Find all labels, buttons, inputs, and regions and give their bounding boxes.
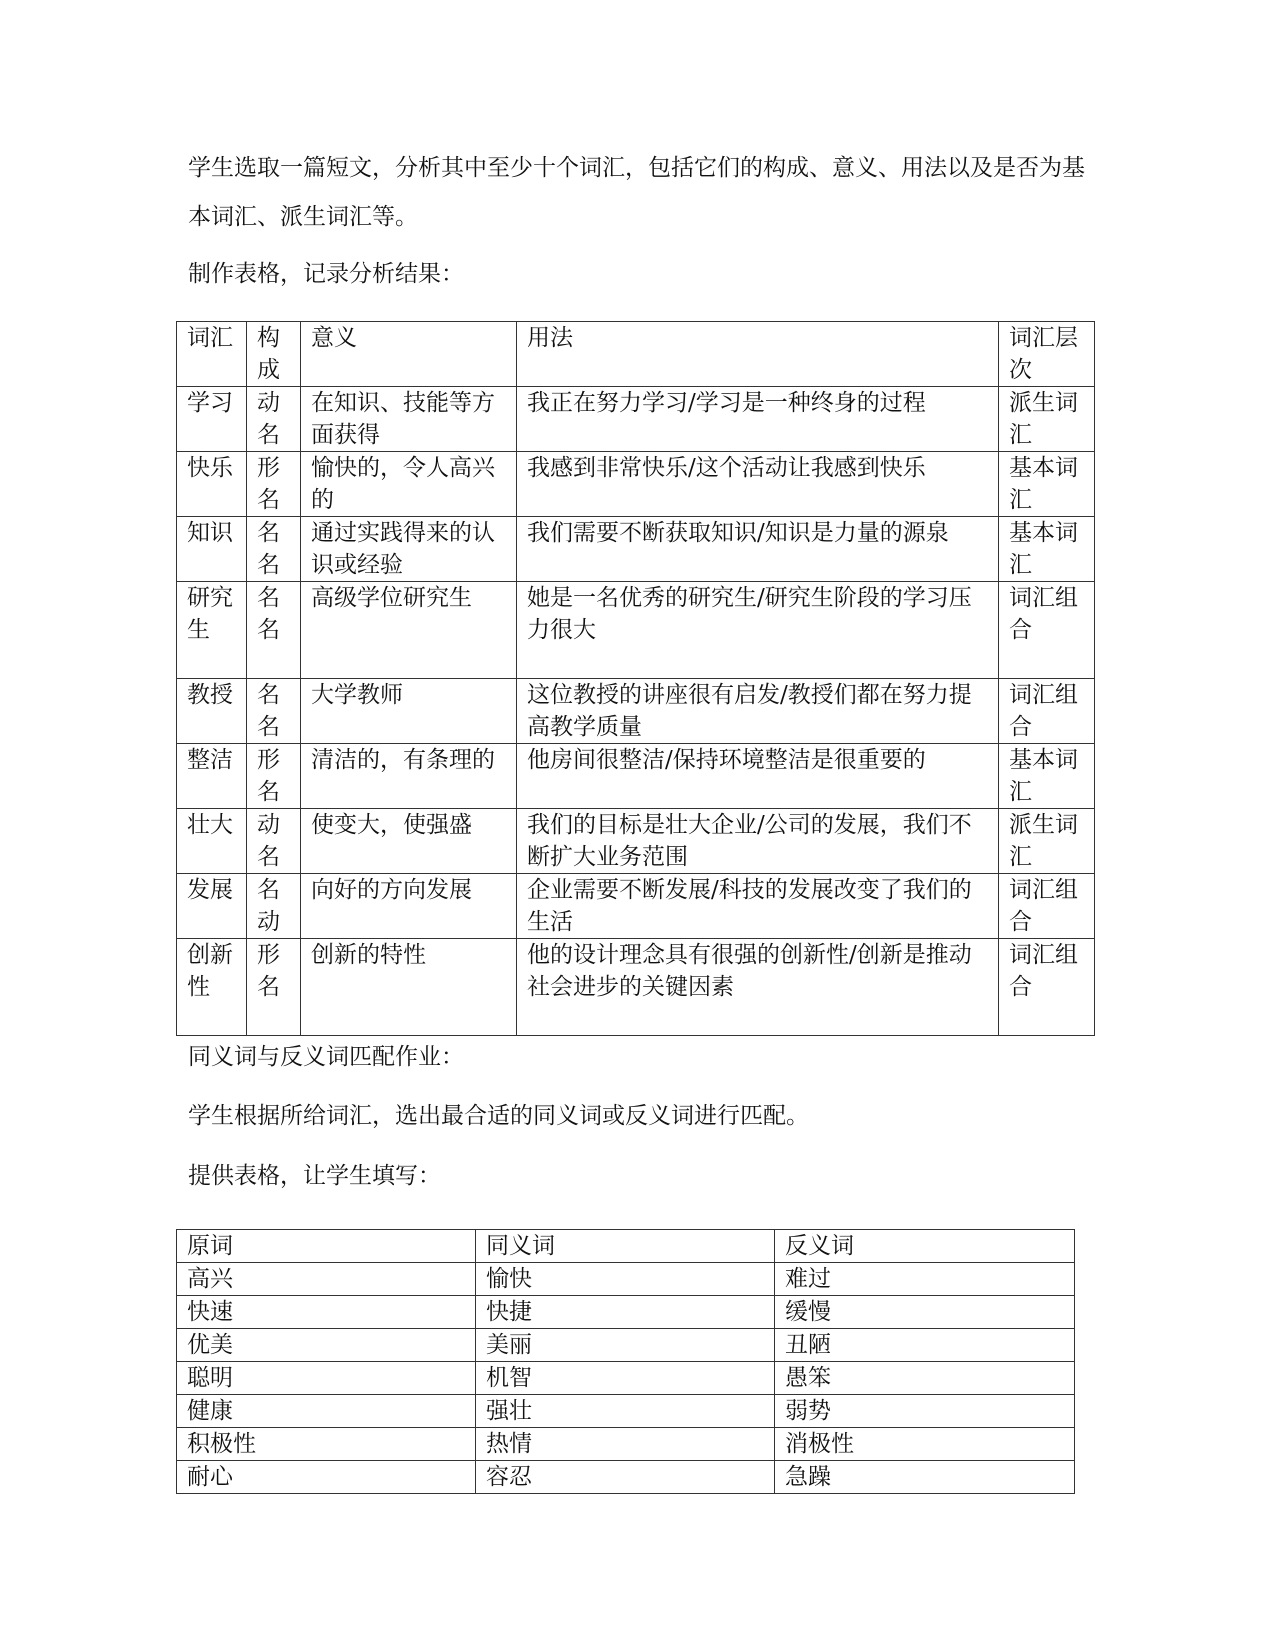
table-row xyxy=(177,1362,1075,1395)
cell-level: 词汇组合 xyxy=(999,939,1095,1036)
cell-word: 壮大 xyxy=(177,809,247,874)
cell-level: 基本词汇 xyxy=(999,452,1095,517)
cell-synonym: 机智 xyxy=(476,1362,775,1395)
table-row xyxy=(177,874,1095,939)
cell-antonym: 愚笨 xyxy=(775,1362,1075,1395)
cell-antonym: 弱势 xyxy=(775,1395,1075,1428)
cell-original: 高兴 xyxy=(177,1263,476,1296)
cell-synonym: 强壮 xyxy=(476,1395,775,1428)
cell-usage: 我正在努力学习/学习是一种终身的过程 xyxy=(517,387,999,452)
cell-original: 优美 xyxy=(177,1329,476,1362)
intro-paragraph: 学生选取一篇短文，分析其中至少十个词汇，包括它们的构成、意义、用法以及是否为基本词汇、派生词汇等。 xyxy=(188,155,1085,230)
cell-level: 派生词汇 xyxy=(999,387,1095,452)
cell-meaning: 向好的方向发展 xyxy=(301,874,517,939)
cell-original: 耐心 xyxy=(177,1461,476,1494)
cell-antonym: 丑陋 xyxy=(775,1329,1075,1362)
header-structure: 构成 xyxy=(247,322,301,387)
cell-synonym: 愉快 xyxy=(476,1263,775,1296)
cell-antonym: 急躁 xyxy=(775,1461,1075,1494)
cell-original: 积极性 xyxy=(177,1428,476,1461)
cell-usage: 企业需要不断发展/科技的发展改变了我们的生活 xyxy=(517,874,999,939)
cell-antonym: 缓慢 xyxy=(775,1296,1075,1329)
cell-word: 整洁 xyxy=(177,744,247,809)
cell-meaning: 大学教师 xyxy=(301,679,517,744)
cell-level: 派生词汇 xyxy=(999,809,1095,874)
table-header-row xyxy=(177,322,1095,387)
cell-structure: 动名 xyxy=(247,809,301,874)
cell-level: 基本词汇 xyxy=(999,517,1095,582)
cell-structure: 形名 xyxy=(247,744,301,809)
header-synonym: 同义词 xyxy=(476,1230,775,1263)
table-row xyxy=(177,679,1095,744)
table-row xyxy=(177,939,1095,1036)
cell-word: 学习 xyxy=(177,387,247,452)
cell-meaning: 创新的特性 xyxy=(301,939,517,1036)
cell-usage: 我们的目标是壮大企业/公司的发展，我们不断扩大业务范围 xyxy=(517,809,999,874)
cell-word: 教授 xyxy=(177,679,247,744)
synonym-instruction: 学生根据所给词汇，选出最合适的同义词或反义词进行匹配。 xyxy=(188,1103,809,1129)
table-row xyxy=(177,1296,1075,1329)
cell-level: 词汇组合 xyxy=(999,582,1095,679)
cell-synonym: 快捷 xyxy=(476,1296,775,1329)
cell-usage: 我感到非常快乐/这个活动让我感到快乐 xyxy=(517,452,999,517)
cell-structure: 动名 xyxy=(247,387,301,452)
cell-meaning: 愉快的，令人高兴的 xyxy=(301,452,517,517)
cell-synonym: 美丽 xyxy=(476,1329,775,1362)
cell-meaning: 清洁的，有条理的 xyxy=(301,744,517,809)
cell-word: 研究生 xyxy=(177,582,247,679)
table-row xyxy=(177,744,1095,809)
table-row xyxy=(177,582,1095,679)
cell-structure: 名动 xyxy=(247,874,301,939)
cell-word: 创新性 xyxy=(177,939,247,1036)
header-level: 词汇层次 xyxy=(999,322,1095,387)
synonym-table xyxy=(176,1229,1075,1494)
cell-usage: 他的设计理念具有很强的创新性/创新是推动社会进步的关键因素 xyxy=(517,939,999,1036)
cell-original: 健康 xyxy=(177,1395,476,1428)
table-row xyxy=(177,1263,1075,1296)
header-word: 词汇 xyxy=(177,322,247,387)
table-header-row xyxy=(177,1230,1075,1263)
cell-antonym: 消极性 xyxy=(775,1428,1075,1461)
cell-word: 发展 xyxy=(177,874,247,939)
table-row xyxy=(177,1428,1075,1461)
cell-level: 词汇组合 xyxy=(999,874,1095,939)
cell-level: 基本词汇 xyxy=(999,744,1095,809)
cell-structure: 名名 xyxy=(247,517,301,582)
cell-usage: 我们需要不断获取知识/知识是力量的源泉 xyxy=(517,517,999,582)
table-row xyxy=(177,387,1095,452)
synonym-section-title: 同义词与反义词匹配作业： xyxy=(188,1044,464,1070)
cell-meaning: 使变大，使强盛 xyxy=(301,809,517,874)
cell-original: 聪明 xyxy=(177,1362,476,1395)
cell-word: 知识 xyxy=(177,517,247,582)
cell-usage: 他房间很整洁/保持环境整洁是很重要的 xyxy=(517,744,999,809)
cell-level: 词汇组合 xyxy=(999,679,1095,744)
cell-meaning: 高级学位研究生 xyxy=(301,582,517,679)
cell-structure: 形名 xyxy=(247,452,301,517)
cell-original: 快速 xyxy=(177,1296,476,1329)
table-row xyxy=(177,1461,1075,1494)
header-antonym: 反义词 xyxy=(775,1230,1075,1263)
cell-structure: 形名 xyxy=(247,939,301,1036)
cell-synonym: 容忍 xyxy=(476,1461,775,1494)
cell-structure: 名名 xyxy=(247,679,301,744)
synonym-table-caption: 提供表格，让学生填写： xyxy=(188,1163,441,1189)
cell-meaning: 通过实践得来的认识或经验 xyxy=(301,517,517,582)
cell-usage: 她是一名优秀的研究生/研究生阶段的学习压力很大 xyxy=(517,582,999,679)
cell-synonym: 热情 xyxy=(476,1428,775,1461)
table-row xyxy=(177,452,1095,517)
table-row xyxy=(177,1329,1075,1362)
analysis-table xyxy=(176,321,1095,1036)
cell-meaning: 在知识、技能等方面获得 xyxy=(301,387,517,452)
table-row xyxy=(177,809,1095,874)
cell-structure: 名名 xyxy=(247,582,301,679)
cell-antonym: 难过 xyxy=(775,1263,1075,1296)
header-meaning: 意义 xyxy=(301,322,517,387)
cell-usage: 这位教授的讲座很有启发/教授们都在努力提高教学质量 xyxy=(517,679,999,744)
analysis-table-caption: 制作表格，记录分析结果： xyxy=(188,261,464,287)
cell-word: 快乐 xyxy=(177,452,247,517)
header-usage: 用法 xyxy=(517,322,999,387)
table-row xyxy=(177,517,1095,582)
header-original: 原词 xyxy=(177,1230,476,1263)
table-row xyxy=(177,1395,1075,1428)
